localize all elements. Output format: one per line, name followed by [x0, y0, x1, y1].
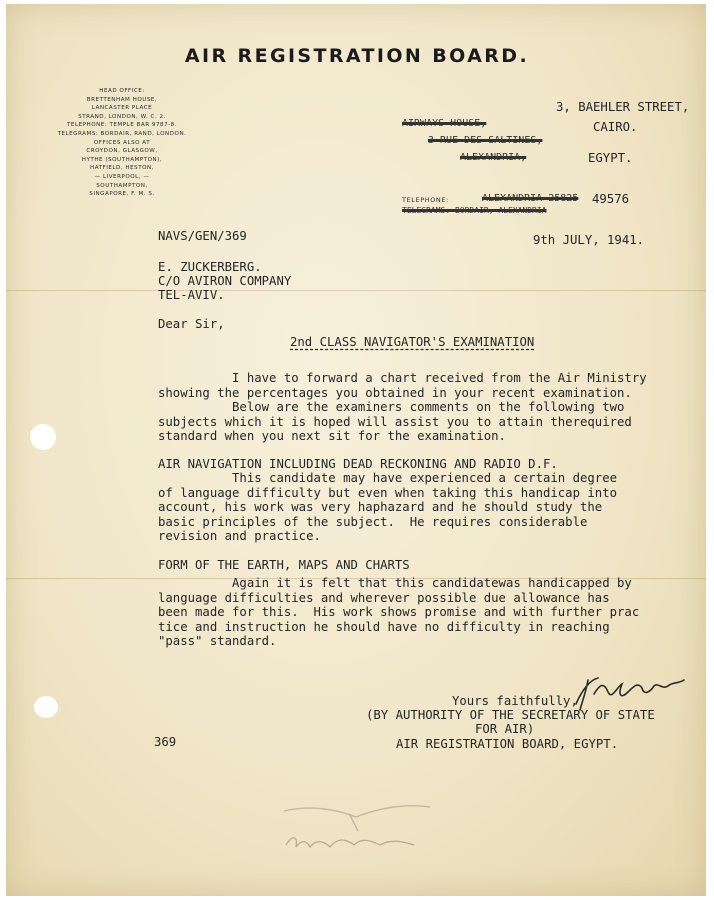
head-office-line: STRAND, LONDON, W. C. 2. — [78, 113, 166, 120]
struck-telegrams: TELEGRAMS: BORDAIR, ALEXANDRIA — [402, 206, 547, 215]
head-office-line: SINGAPORE, F. M. S. — [89, 191, 155, 198]
closing-line: Yours faithfully, — [452, 694, 578, 708]
head-office-line: TELEGRAMS: BORDAIR, RAND, LONDON. — [57, 130, 187, 137]
authority-line: (BY AUTHORITY OF THE SECRETARY OF STATE — [366, 708, 655, 722]
body-line: been made for this. His work shows promise and with further prac — [158, 605, 640, 619]
board-line: AIR REGISTRATION BOARD, EGYPT. — [396, 737, 619, 751]
head-office-line: OFFICES ALSO AT — [93, 139, 151, 146]
body-line: tice and instruction he should have no difficulty in reaching — [158, 619, 610, 634]
letterhead-title: AIR REGISTRATION BOARD. — [184, 45, 530, 67]
body-section-2 — [158, 576, 639, 649]
telephone-label: TELEPHONE: — [402, 196, 449, 204]
punch-hole — [34, 696, 58, 718]
body-line: subjects which it is hoped will assist you to attain therequired — [158, 414, 632, 429]
section-heading: FORM OF THE EARTH, MAPS AND CHARTS — [158, 558, 410, 572]
telephone-number: 49576 — [592, 192, 630, 206]
body-line: This candidate may have experienced a certain degree — [158, 471, 618, 485]
head-office-line: HATFIELD, HESTON, — [90, 165, 154, 172]
letter-date: 9th JULY, 1941. — [533, 233, 645, 247]
body-line: basic principles of the subject. He requires considerable — [158, 514, 588, 529]
punch-hole — [30, 424, 56, 450]
subject-line: 2nd CLASS NAVIGATOR'S EXAMINATION — [290, 335, 535, 349]
head-office-line: HEAD OFFICE: — [99, 88, 145, 94]
body-line: I have to forward a chart received from the Air Ministry — [158, 371, 647, 385]
address-street: 3, BAEHLER STREET, — [556, 100, 690, 114]
body-paragraph-1 — [158, 371, 647, 444]
reference-number: NAVS/GEN/369 — [158, 229, 247, 243]
authority-line: FOR AIR) — [475, 722, 535, 736]
address-city: CAIRO. — [593, 120, 638, 134]
struck-telephone: ALEXANDRIA 25825 — [482, 193, 579, 204]
body-line: Below are the examiners comments on the following two — [158, 400, 625, 414]
footer-number: 369 — [154, 735, 177, 749]
head-office-block — [52, 87, 192, 199]
handwritten-signature — [572, 670, 692, 718]
recipient-name: E. ZUCKERBERG. — [158, 260, 262, 274]
head-office-line: HYTHE (SOUTHAMPTON), — [81, 156, 163, 163]
head-office-line: — LIVERPOOL, — — [94, 173, 150, 180]
salutation: Dear Sir, — [158, 317, 225, 331]
body-line: standard when you next sit for the examination. — [158, 429, 506, 443]
head-office-line: TELEPHONE: TEMPLE BAR 9787-8. — [67, 122, 177, 129]
body-line: revision and practice. — [158, 529, 321, 543]
body-section-1 — [158, 471, 617, 544]
recipient-city: TEL-AVIV. — [158, 288, 225, 302]
body-line: showing the percentages you obtained in your recent examination. — [158, 385, 632, 400]
body-line: "pass" standard. — [158, 634, 277, 648]
head-office-line: BRETTENHAM HOUSE, — [86, 96, 158, 103]
body-line: account, his work was very haphazard and he should study the — [158, 500, 603, 514]
paper-fold — [6, 290, 706, 291]
body-line: language difficulties and wherever possible due allowance has — [158, 590, 610, 605]
struck-address-line: 3 RUE DES SALTINES, — [428, 135, 543, 146]
pencil-signature — [280, 795, 440, 870]
head-office-line: SOUTHAMPTON, — [96, 182, 148, 189]
head-office-line: LANCASTER PLACE — [91, 105, 153, 112]
body-line: Again it is felt that this candidatewas handicapped by — [158, 576, 632, 590]
struck-address-line: ALEXANDRIA, — [460, 152, 527, 163]
section-heading: AIR NAVIGATION INCLUDING DEAD RECKONING AND RADIO D.F. — [158, 457, 558, 471]
recipient-company: C/O AVIRON COMPANY — [158, 274, 292, 288]
body-line: of language difficulty but even when taking this handicap into — [158, 485, 618, 500]
address-country: EGYPT. — [588, 151, 633, 165]
struck-address-line: AIRWAYS HOUSE, — [402, 118, 487, 129]
head-office-line: CROYDON, GLASGOW, — [86, 148, 158, 155]
